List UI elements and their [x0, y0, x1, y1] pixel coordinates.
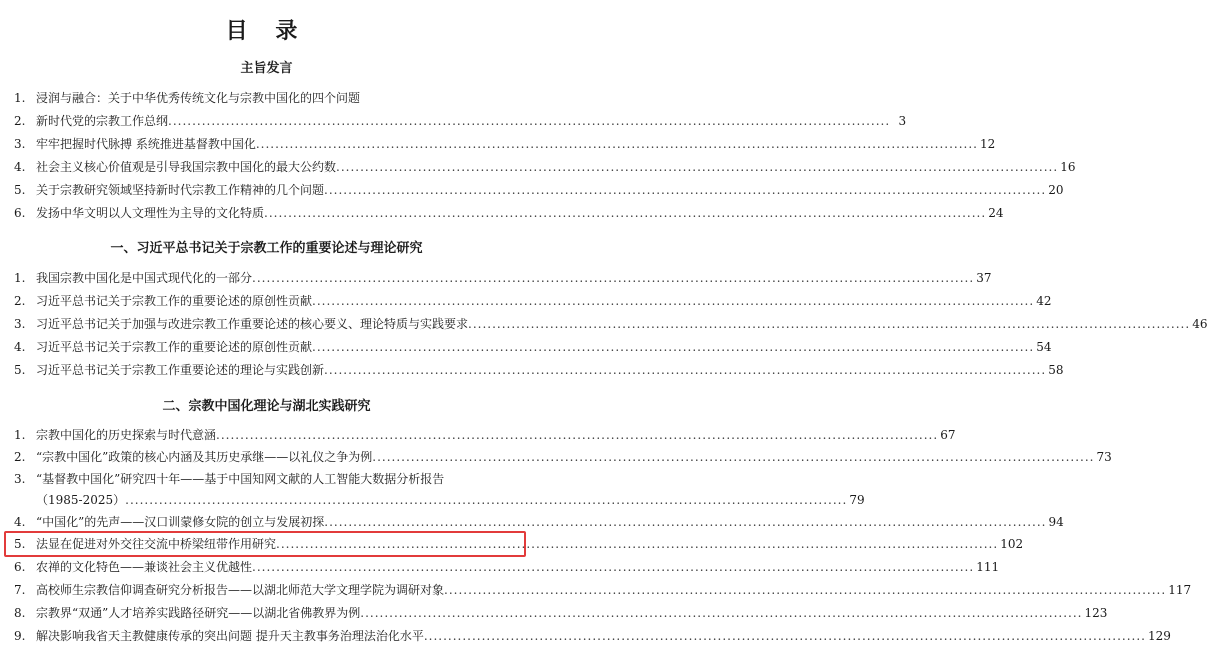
toc-entry-highlighted[interactable]: [14, 536, 1024, 552]
toc-entry[interactable]: [14, 605, 1108, 621]
toc-entry-continuation[interactable]: [36, 492, 865, 508]
entry-number: 4.: [14, 515, 26, 529]
entry-page: 16: [1060, 160, 1076, 174]
entry-number: 4.: [14, 160, 26, 174]
toc-entry[interactable]: [14, 628, 1171, 644]
leader-dots: [252, 270, 974, 286]
section-heading-two: 二、宗教中国化理论与湖北实践研究: [162, 399, 371, 414]
leader-dots: [264, 205, 986, 221]
entry-title: 习近平总书记关于宗教工作的重要论述的原创性贡献: [36, 294, 313, 308]
entry-title: 习近平总书记关于宗教工作的重要论述的原创性贡献: [36, 340, 313, 354]
entry-page: 67: [940, 428, 956, 442]
entry-number: 3.: [14, 317, 26, 331]
toc-entry[interactable]: [14, 270, 992, 286]
entry-number: 5.: [14, 363, 26, 377]
leader-dots: [336, 159, 1058, 175]
entry-page: 20: [1048, 183, 1064, 197]
toc-entry[interactable]: [14, 559, 1000, 575]
entry-title: 习近平总书记关于加强与改进宗教工作重要论述的核心要义、理论特质与实践要求: [36, 317, 469, 331]
leader-dots: [252, 559, 974, 575]
entry-page: 102: [1000, 537, 1024, 551]
entry-number: 7.: [14, 583, 26, 597]
entry-page: 129: [1148, 629, 1171, 643]
entry-title: “基督教中国化”研究四十年——基于中国知网文献的人工智能大数据分析报告: [36, 472, 445, 486]
entry-title: “宗教中国化”政策的核心内涵及其历史承继——以礼仪之争为例: [36, 450, 373, 464]
entry-title: 社会主义核心价值观是引导我国宗教中国化的最大公约数: [36, 160, 337, 174]
toc-entry[interactable]: [14, 113, 907, 129]
leader-dots: [168, 113, 890, 129]
leader-dots: [468, 316, 1190, 332]
entry-title: 牢牢把握时代脉搏 系统推进基督教中国化: [36, 137, 256, 151]
toc-entry[interactable]: [14, 471, 519, 487]
leader-dots: [312, 293, 1034, 309]
entry-title: 农禅的文化特色——兼谈社会主义优越性: [36, 560, 253, 574]
toc-entry[interactable]: [14, 427, 956, 443]
entry-number: 6.: [14, 206, 26, 220]
entry-title: 我国宗教中国化是中国式现代化的一部分: [36, 271, 253, 285]
entry-title: 习近平总书记关于宗教工作重要论述的理论与实践创新: [36, 363, 325, 377]
entry-number: 3.: [14, 137, 26, 151]
toc-entry[interactable]: [14, 182, 1064, 198]
leader-dots: [324, 514, 1046, 530]
entry-title-continued: （1985-2025）: [36, 493, 126, 507]
toc-entry[interactable]: [14, 136, 996, 152]
leader-dots: [324, 362, 1046, 378]
entry-page: 3: [898, 114, 907, 128]
toc-entry[interactable]: [14, 205, 1004, 221]
entry-page: 46: [1192, 317, 1207, 331]
entry-title: 解决影响我省天主教健康传承的突出问题 提升天主教事务治理法治化水平: [36, 629, 424, 643]
entry-number: 5.: [14, 183, 26, 197]
leader-dots: [216, 427, 938, 443]
leader-dots: [312, 339, 1034, 355]
entry-number: 2.: [14, 114, 26, 128]
section-heading-one: 一、习近平总书记关于宗教工作的重要论述与理论研究: [110, 241, 423, 256]
leader-dots: [424, 628, 1146, 644]
leader-dots: [444, 582, 1166, 598]
entry-number: 1.: [14, 91, 26, 105]
entry-title: 高校师生宗教信仰调查研究分析报告——以湖北师范大学文理学院为调研对象: [36, 583, 445, 597]
toc-entry[interactable]: [14, 449, 1112, 465]
toc-entry[interactable]: [14, 582, 1192, 598]
entry-number: 2.: [14, 450, 26, 464]
entry-number: 5.: [14, 537, 26, 551]
toc-entry[interactable]: [14, 90, 519, 106]
entry-page: 73: [1096, 450, 1112, 464]
entry-number: 3.: [14, 472, 26, 486]
entry-page: 58: [1048, 363, 1064, 377]
toc-entry[interactable]: [14, 514, 1064, 530]
toc-entry[interactable]: [14, 316, 1207, 332]
leader-dots: [256, 136, 978, 152]
entry-number: 1.: [14, 271, 26, 285]
entry-page: 79: [849, 493, 865, 507]
toc-entry[interactable]: [14, 159, 1076, 175]
entry-page: 37: [976, 271, 992, 285]
entry-page: 42: [1036, 294, 1052, 308]
entry-number: 1.: [14, 428, 26, 442]
entry-number: 9.: [14, 629, 26, 643]
leader-dots: [360, 605, 1082, 621]
entry-title: 新时代党的宗教工作总纲: [36, 114, 169, 128]
entry-title: 发扬中华文明以人文理性为主导的文化特质: [36, 206, 265, 220]
entry-page: 54: [1036, 340, 1052, 354]
entry-title: 宗教界“双通”人才培养实践路径研究——以湖北省佛教界为例: [36, 606, 361, 620]
entry-page: 12: [980, 137, 996, 151]
entry-title: 关于宗教研究领域坚持新时代宗教工作精神的几个问题: [36, 183, 325, 197]
toc-entry[interactable]: [14, 362, 1064, 378]
entry-page: 94: [1048, 515, 1064, 529]
entry-page: 123: [1084, 606, 1108, 620]
entry-title: 宗教中国化的历史探索与时代意涵: [36, 428, 217, 442]
entry-page: 111: [976, 560, 1000, 574]
entry-number: 8.: [14, 606, 26, 620]
section-heading-keynote: 主旨发言: [240, 61, 293, 76]
toc-entry[interactable]: [14, 293, 1052, 309]
toc-entry[interactable]: [14, 339, 1052, 355]
entry-page: 24: [988, 206, 1004, 220]
entry-number: 2.: [14, 294, 26, 308]
leader-dots: [125, 492, 847, 508]
page-title: 目 录: [225, 18, 308, 44]
entry-title: 浸润与融合：关于中华优秀传统文化与宗教中国化的四个问题: [36, 91, 361, 105]
leader-dots: [276, 536, 998, 552]
leader-dots: [372, 449, 1094, 465]
entry-number: 6.: [14, 560, 26, 574]
entry-title: 法显在促进对外交往交流中桥梁纽带作用研究: [36, 537, 277, 551]
entry-page: 117: [1168, 583, 1192, 597]
entry-title: “中国化”的先声——汉口训蒙修女院的创立与发展初探: [36, 515, 325, 529]
entry-number: 4.: [14, 340, 26, 354]
leader-dots: [324, 182, 1046, 198]
